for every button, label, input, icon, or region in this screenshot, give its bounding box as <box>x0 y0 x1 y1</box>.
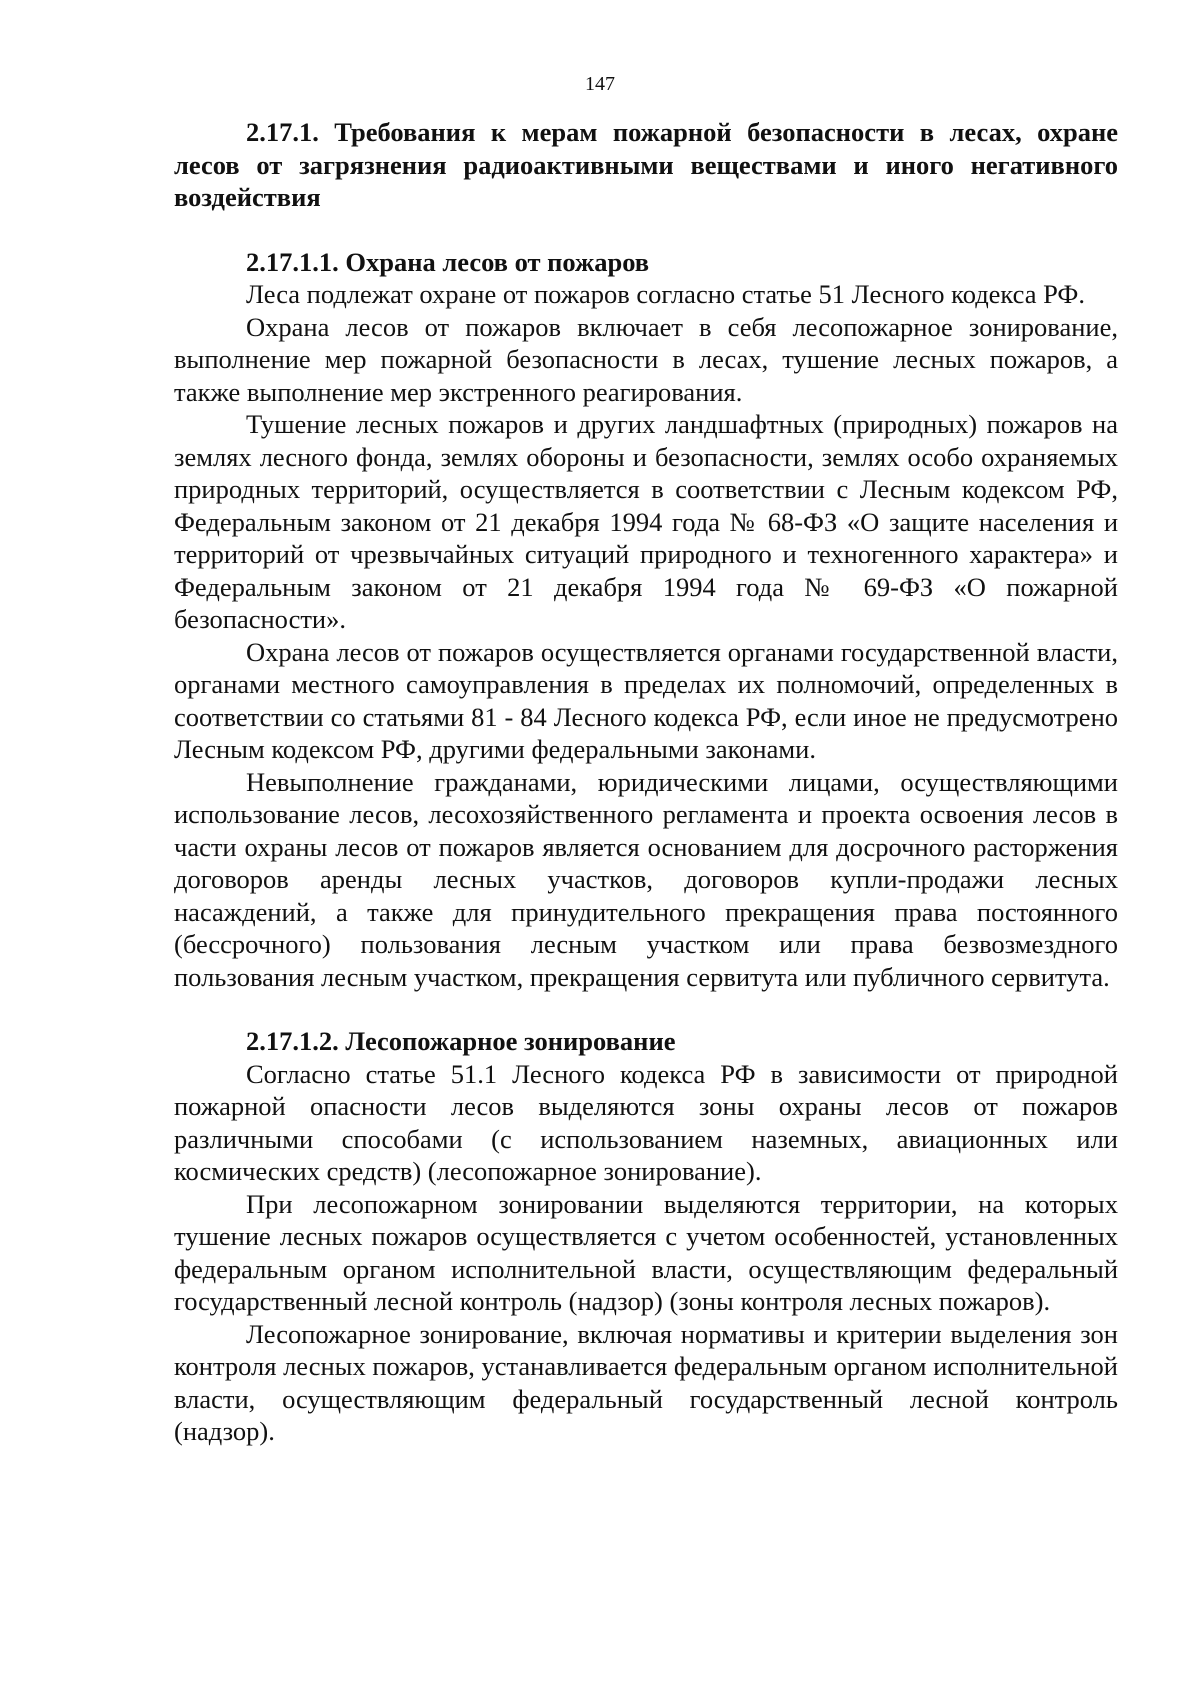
paragraph: Лесопожарное зонирование, включая нормативы и критерии выделения зон контроля лесных пожаров, устанавливается федеральным органом исполнительной власти, осуществляющим федеральный государственный лесной контроль (надзор). <box>174 1318 1118 1446</box>
subsection-title-fire-protection: 2.17.1.1. Охрана лесов от пожаров <box>246 246 650 277</box>
subsection-title-fire-zoning: 2.17.1.2. Лесопожарное зонирование <box>246 1026 676 1056</box>
paragraph: Невыполнение гражданами, юридическими лицами, осуществляющими использование лесов, лесохозяйственного регламента и проекта освоения лесов в части охраны лесов от пожаров является основанием для досрочного расторжения договоров аренды лесных участков, договоров купли-продажи лесных насаждений, а также для принудительного прекращения права постоянного (бессрочного) пользования лесным участком или права безвозмездного пользования лесным участком, прекращения сервитута или публичного сервитута. <box>174 766 1118 992</box>
spacer <box>174 214 1118 246</box>
paragraph: Леса подлежат охране от пожаров согласно статье 51 Лесного кодекса РФ. <box>246 279 1085 309</box>
section-title: 2.17.1. Требования к мерам пожарной безопасности в лесах, охране лесов от загрязнения радиоактивными веществами и иного негативного воздействия <box>174 117 1118 212</box>
paragraph: При лесопожарном зонировании выделяются территории, на которых тушение лесных пожаров осуществляется с учетом особенностей, установленных федеральным органом исполнительной власти, осуществляющим федеральный государственный лесной контроль (надзор) (зоны контроля лесных пожаров). <box>174 1188 1118 1316</box>
paragraph: Охрана лесов от пожаров осуществляется органами государственной власти, органами местного самоуправления в пределах их полномочий, определенных в соответствии со статьями 81 - 84 Лесного кодекса РФ, если иное не предусмотрено Лесным кодексом РФ, другими федеральными законами. <box>174 636 1118 764</box>
paragraph: Согласно статье 51.1 Лесного кодекса РФ в зависимости от природной пожарной опасности лесов выделяются зоны охраны лесов от пожаров различными способами (с использованием наземных, авиационных или космических средств) (лесопожарное зонирование). <box>174 1058 1118 1186</box>
spacer <box>174 993 1118 1025</box>
paragraph: Тушение лесных пожаров и других ландшафтных (природных) пожаров на землях лесного фонда, землях обороны и безопасности, землях особо охраняемых природных территорий, осуществляется в соответствии с Лесным кодексом РФ, Федеральным законом от 21 декабря 1994 года № 68-ФЗ «О защите населения и территорий от чрезвычайных ситуаций природного и техногенного характера» и Федеральным законом от 21 декабря 1994 года № 69-ФЗ «О пожарной безопасности». <box>174 409 1118 634</box>
page-number: 147 <box>585 73 615 95</box>
document-body <box>174 116 1118 1448</box>
paragraph: Охрана лесов от пожаров включает в себя лесопожарное зонирование, выполнение мер пожарной безопасности в лесах, тушение лесных пожаров, а также выполнение мер экстренного реагирования. <box>174 311 1118 407</box>
